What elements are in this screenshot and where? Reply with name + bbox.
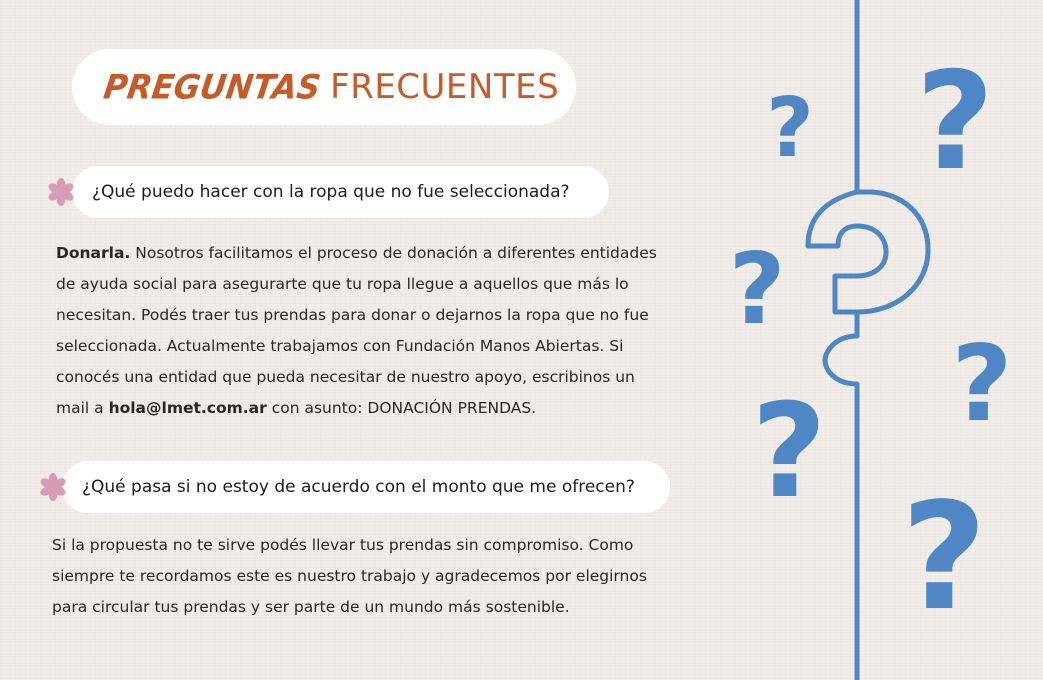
contact-email: hola@lmet.com.ar <box>108 399 267 417</box>
answer-text: Nosotros facilitamos el proceso de donación a diferentes entidades <box>130 244 657 262</box>
answer-text: con asunto: DONACIÓN PRENDAS. <box>266 399 537 417</box>
answer-line: siempre te recordamos este es nuestro trabajo y agradecemos por elegirnos <box>52 567 647 585</box>
question-mark-icon: ? <box>751 375 827 527</box>
answer-line: seleccionada. Actualmente trabajamos con Fundación Manos Abiertas. Si <box>56 337 624 355</box>
answer-line: necesitan. Podés traer tus prendas para donar o dejarnos la ropa que no fue <box>56 306 649 324</box>
question-mark-icon: ? <box>915 43 995 200</box>
question-mark-icon <box>729 43 1013 643</box>
question-mark-icon: ? <box>766 81 814 176</box>
answer-line: Si la propuesta no te sirve podés llevar tus prendas sin compromiso. Como <box>52 536 634 554</box>
title-light-word: FRECUENTES <box>330 67 560 107</box>
faq-question-1-text: ¿Qué puedo hacer con la ropa que no fue seleccionada? <box>92 182 570 202</box>
question-mark-icon: ? <box>951 323 1013 445</box>
answer-lead: Donarla. <box>56 244 131 262</box>
faq-question-2-text: ¿Qué pasa si no estoy de acuerdo con el monto que me ofrecen? <box>82 477 635 497</box>
answer-line: conocés una entidad que pueda necesitar de nuestro apoyo, escribinos un <box>56 368 635 386</box>
answer-line: para circular tus prendas y ser parte de un mundo más sostenible. <box>52 598 570 616</box>
title-bold-word: PREGUNTAS <box>101 67 323 107</box>
answer-text: mail a <box>56 399 109 417</box>
answer-line: de ayuda social para asegurarte que tu ropa llegue a aquellos que más lo <box>56 275 629 293</box>
question-mark-icon: ? <box>901 471 987 643</box>
question-mark-icon: ? <box>728 233 786 347</box>
